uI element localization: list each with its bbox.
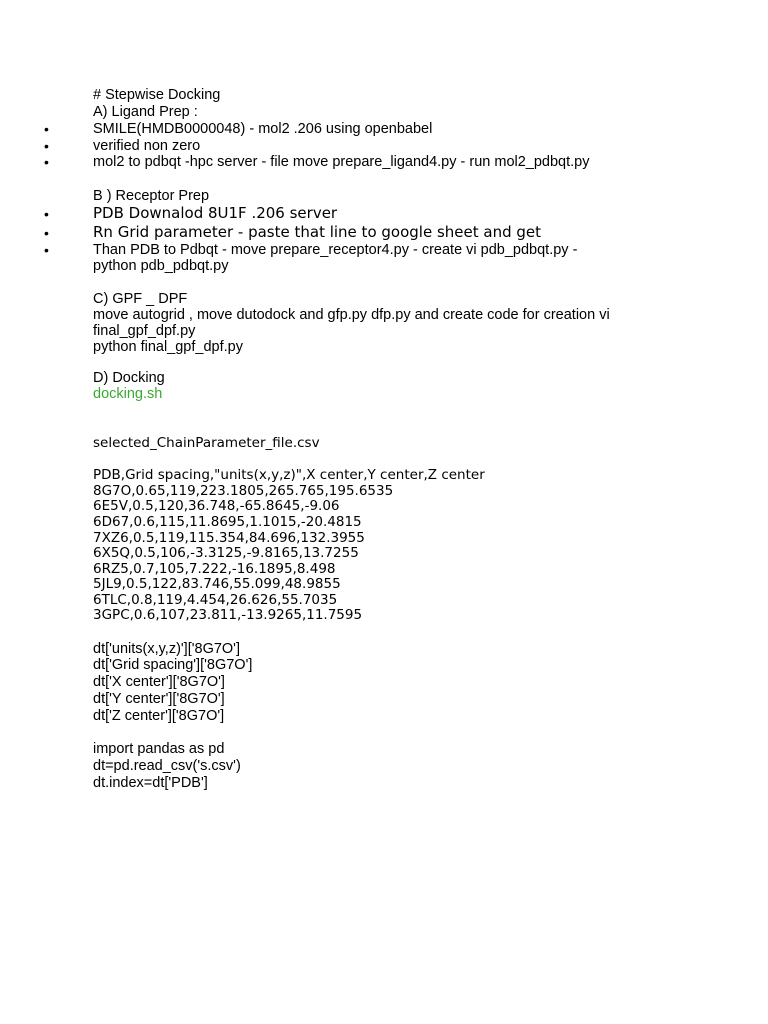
code-line: import pandas as pd [93,741,225,757]
gpf-dpf-title: C) GPF _ DPF [93,291,188,307]
csv-row: 6D67,0.6,115,11.8695,1.1015,-20.4815 [93,514,362,530]
csv-row: 6TLC,0.8,119,4.454,26.626,55.7035 [93,592,338,608]
dt-line: dt['X center']['8G7O'] [93,674,225,690]
csv-row: 5JL9,0.5,122,83.746,55.099,48.9855 [93,576,341,592]
bullet: • [44,242,49,258]
gpf-line: move autogrid , move dutodock and gfp.py dfp.py and create code for creation vi [93,307,610,323]
ligand-item: verified non zero [93,138,201,154]
ligand-prep-title: A) Ligand Prep : [93,104,198,120]
bullet: • [44,121,49,137]
ligand-item: mol2 to pdbqt -hpc server - file move prepare_ligand4.py - run mol2_pdbqt.py [93,154,590,170]
docking-title: D) Docking [93,370,165,386]
bullet: • [44,206,49,222]
receptor-item: Rn Grid parameter - paste that line to google sheet and get [93,223,541,241]
dt-line: dt['Y center']['8G7O'] [93,691,225,707]
doc-heading: # Stepwise Docking [93,87,221,103]
gpf-line: final_gpf_dpf.py [93,323,196,339]
csv-row: 8G7O,0.65,119,223.1805,265.765,195.6535 [93,483,394,499]
csv-row: 6X5Q,0.5,106,-3.3125,-9.8165,13.7255 [93,545,359,561]
docking-script: docking.sh [93,386,163,402]
dt-line: dt['Grid spacing']['8G7O'] [93,657,253,673]
receptor-prep-title: B ) Receptor Prep [93,188,210,204]
receptor-item-continuation: python pdb_pdbqt.py [93,258,229,274]
csv-row: 6RZ5,0.7,105,7.222,-16.1895,8.498 [93,561,336,577]
bullet: • [44,225,49,241]
csv-row: 7XZ6,0.5,119,115.354,84.696,132.3955 [93,530,365,546]
bullet: • [44,154,49,170]
ligand-item: SMILE(HMDB0000048) - mol2 .206 using openbabel [93,121,433,137]
csv-row: 6E5V,0.5,120,36.748,-65.8645,-9.06 [93,498,340,514]
csv-header: PDB,Grid spacing,"units(x,y,z)",X center,Y center,Z center [93,467,485,483]
csv-row: 3GPC,0.6,107,23.811,-13.9265,11.7595 [93,607,363,623]
code-line: dt=pd.read_csv('s.csv') [93,758,241,774]
receptor-item: Than PDB to Pdbqt - move prepare_receptor4.py - create vi pdb_pdbqt.py - [93,242,578,258]
receptor-item: PDB Downalod 8U1F .206 server [93,204,338,222]
bullet: • [44,138,49,154]
gpf-line: python final_gpf_dpf.py [93,339,243,355]
dt-line: dt['Z center']['8G7O'] [93,708,225,724]
csv-filename: selected_ChainParameter_file.csv [93,435,320,451]
dt-line: dt['units(x,y,z)']['8G7O'] [93,641,240,657]
code-line: dt.index=dt['PDB'] [93,775,208,791]
